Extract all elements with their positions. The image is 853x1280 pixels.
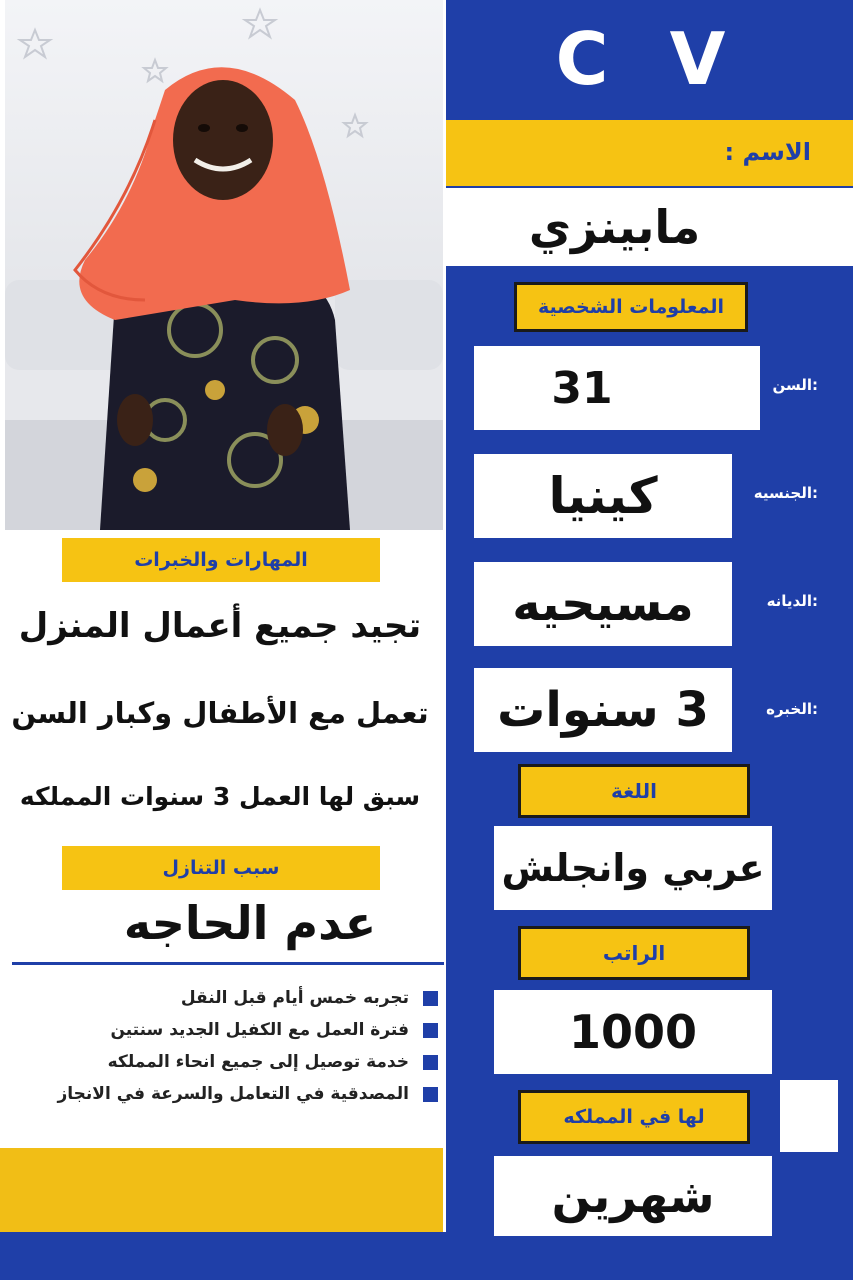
candidate-photo-illustration [5, 0, 443, 530]
footer-blue-bar [0, 1232, 853, 1280]
features-list [20, 982, 438, 1110]
age-label: السن: [772, 376, 818, 394]
list-item [20, 982, 438, 1014]
feature-text: فترة العمل مع الكفيل الجديد سنتين [110, 1020, 409, 1040]
bullet-square-icon [423, 1023, 438, 1038]
in-kingdom-value: شهرين [494, 1156, 772, 1236]
bullet-square-icon [423, 1055, 438, 1070]
feature-text: المصدقية في التعامل والسرعة في الانجاز [57, 1084, 409, 1104]
age-value: 31 [474, 346, 760, 430]
salary-header: الراتب [518, 926, 750, 980]
nationality-label: الجنسيه: [753, 484, 818, 502]
name-value: مابينزي [446, 188, 853, 266]
list-item [20, 1014, 438, 1046]
name-label-bar [446, 120, 853, 186]
skills-header: المهارات والخبرات [62, 538, 380, 582]
footer-gold-bar [0, 1148, 443, 1232]
candidate-photo [5, 0, 443, 530]
in-kingdom-header: لها في المملكه [518, 1090, 750, 1144]
divider [12, 962, 444, 965]
experience-value: 3 سنوات [474, 668, 732, 752]
bullet-square-icon [423, 1087, 438, 1102]
skill-3: سبق لها العمل 3 سنوات المملكه [19, 782, 421, 811]
language-header: اللغة [518, 764, 750, 818]
religion-label: الديانه: [766, 592, 818, 610]
feature-text: خدمة توصيل إلى جميع انحاء المملكه [107, 1052, 409, 1072]
list-item [20, 1046, 438, 1078]
language-value: عربي وانجلش [494, 826, 772, 910]
decorative-square [780, 1080, 838, 1152]
nationality-value: كينيا [474, 454, 732, 538]
salary-value: 1000 [494, 990, 772, 1074]
bullet-square-icon [423, 991, 438, 1006]
religion-value: مسيحيه [474, 562, 732, 646]
personal-info-header: المعلومات الشخصية [514, 282, 748, 332]
skill-2: تعمل مع الأطفال وكبار السن [11, 696, 429, 730]
cv-title: C V [555, 17, 744, 101]
name-label: الاسم : [724, 138, 811, 166]
experience-label: الخبره: [766, 700, 818, 718]
feature-text: تجربه خمس أيام قبل النقل [180, 988, 409, 1008]
skill-1: تجيد جميع أعمال المنزل [18, 606, 422, 646]
release-reason-value: عدم الحاجه [123, 896, 377, 950]
release-reason-header: سبب التنازل [62, 846, 380, 890]
list-item [20, 1078, 438, 1110]
